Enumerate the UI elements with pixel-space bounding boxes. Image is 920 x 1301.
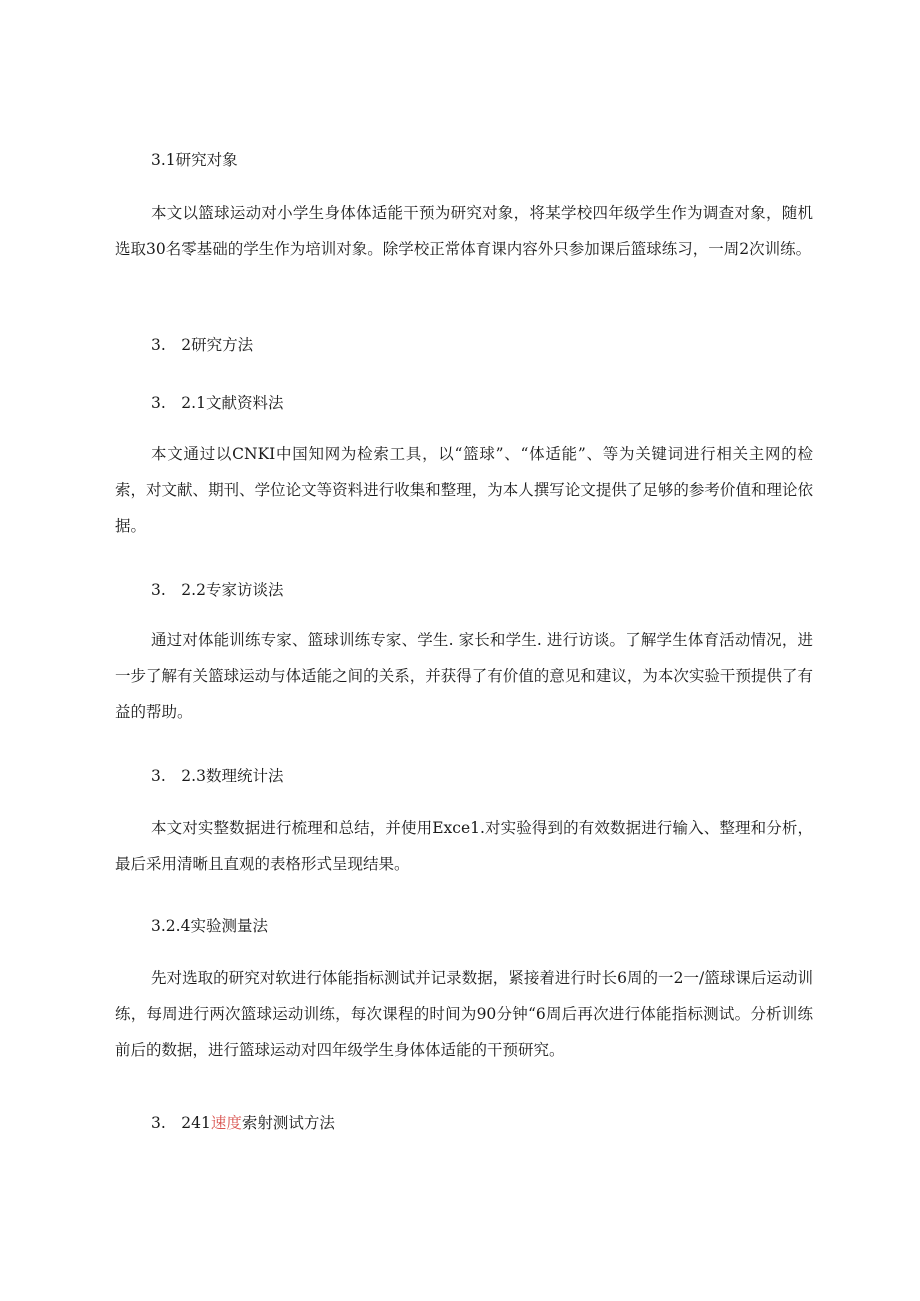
heading-highlight-red: 速度 [210, 1114, 242, 1132]
heading-3-2-1: 3. 2.1文献资料法 [151, 394, 284, 412]
paragraph-experiment-method: 先对选取的研究对软进行体能指标测试并记录数据，紧接着进行时长6周的一2一/篮球课后运动训练，每周进行两次篮球运动训练，每次课程的时间为90分钟“6周后再次进行体能指标测试。分析训练前后的数据，进行篮球运动对四年级学生身体体适能的干预研究。 [115, 969, 813, 1059]
heading-3-2: 3. 2研究方法 [151, 336, 254, 354]
heading-3-2-2: 3. 2.2专家访谈法 [151, 581, 284, 599]
heading-prefix: 3. 241 [151, 1114, 211, 1132]
paragraph-literature-method: 本文通过以CNKI中国知网为检索工具，以“篮球”、“体适能”、等为关键词进行相关主网的检索，对文献、期刊、学位论文等资料进行收集和整理，为本人撰写论文提供了足够的参考价值和理论依据。 [115, 445, 813, 535]
paragraph-research-object: 本文以篮球运动对小学生身体体适能干预为研究对象，将某学校四年级学生作为调查对象，随机选取30名零基础的学生作为培训对象。除学校正常体育课内容外只参加课后篮球练习，一周2次训练。 [115, 204, 813, 258]
heading-suffix: 索射测试方法 [241, 1114, 335, 1132]
paragraph-statistics-method: 本文对实整数据进行梳理和总结，并使用Exce1.对实验得到的有效数据进行输入、整理和分析，最后采用清晰且直观的表格形式呈现结果。 [115, 819, 813, 873]
heading-3-2-4-1 [151, 1113, 335, 1133]
heading-3-1: 3.1研究对象 [151, 151, 238, 169]
paragraph-expert-interview: 通过对体能训练专家、篮球训练专家、学生. 家长和学生. 进行访谈。了解学生体育活动情况，进一步了解有关篮球运动与体适能之间的关系，并获得了有价值的意见和建议，为本次实验干预提供了有益的帮助。 [115, 631, 813, 721]
heading-3-2-3: 3. 2.3数理统计法 [151, 767, 284, 785]
heading-3-2-4: 3.2.4实验测量法 [151, 917, 268, 935]
